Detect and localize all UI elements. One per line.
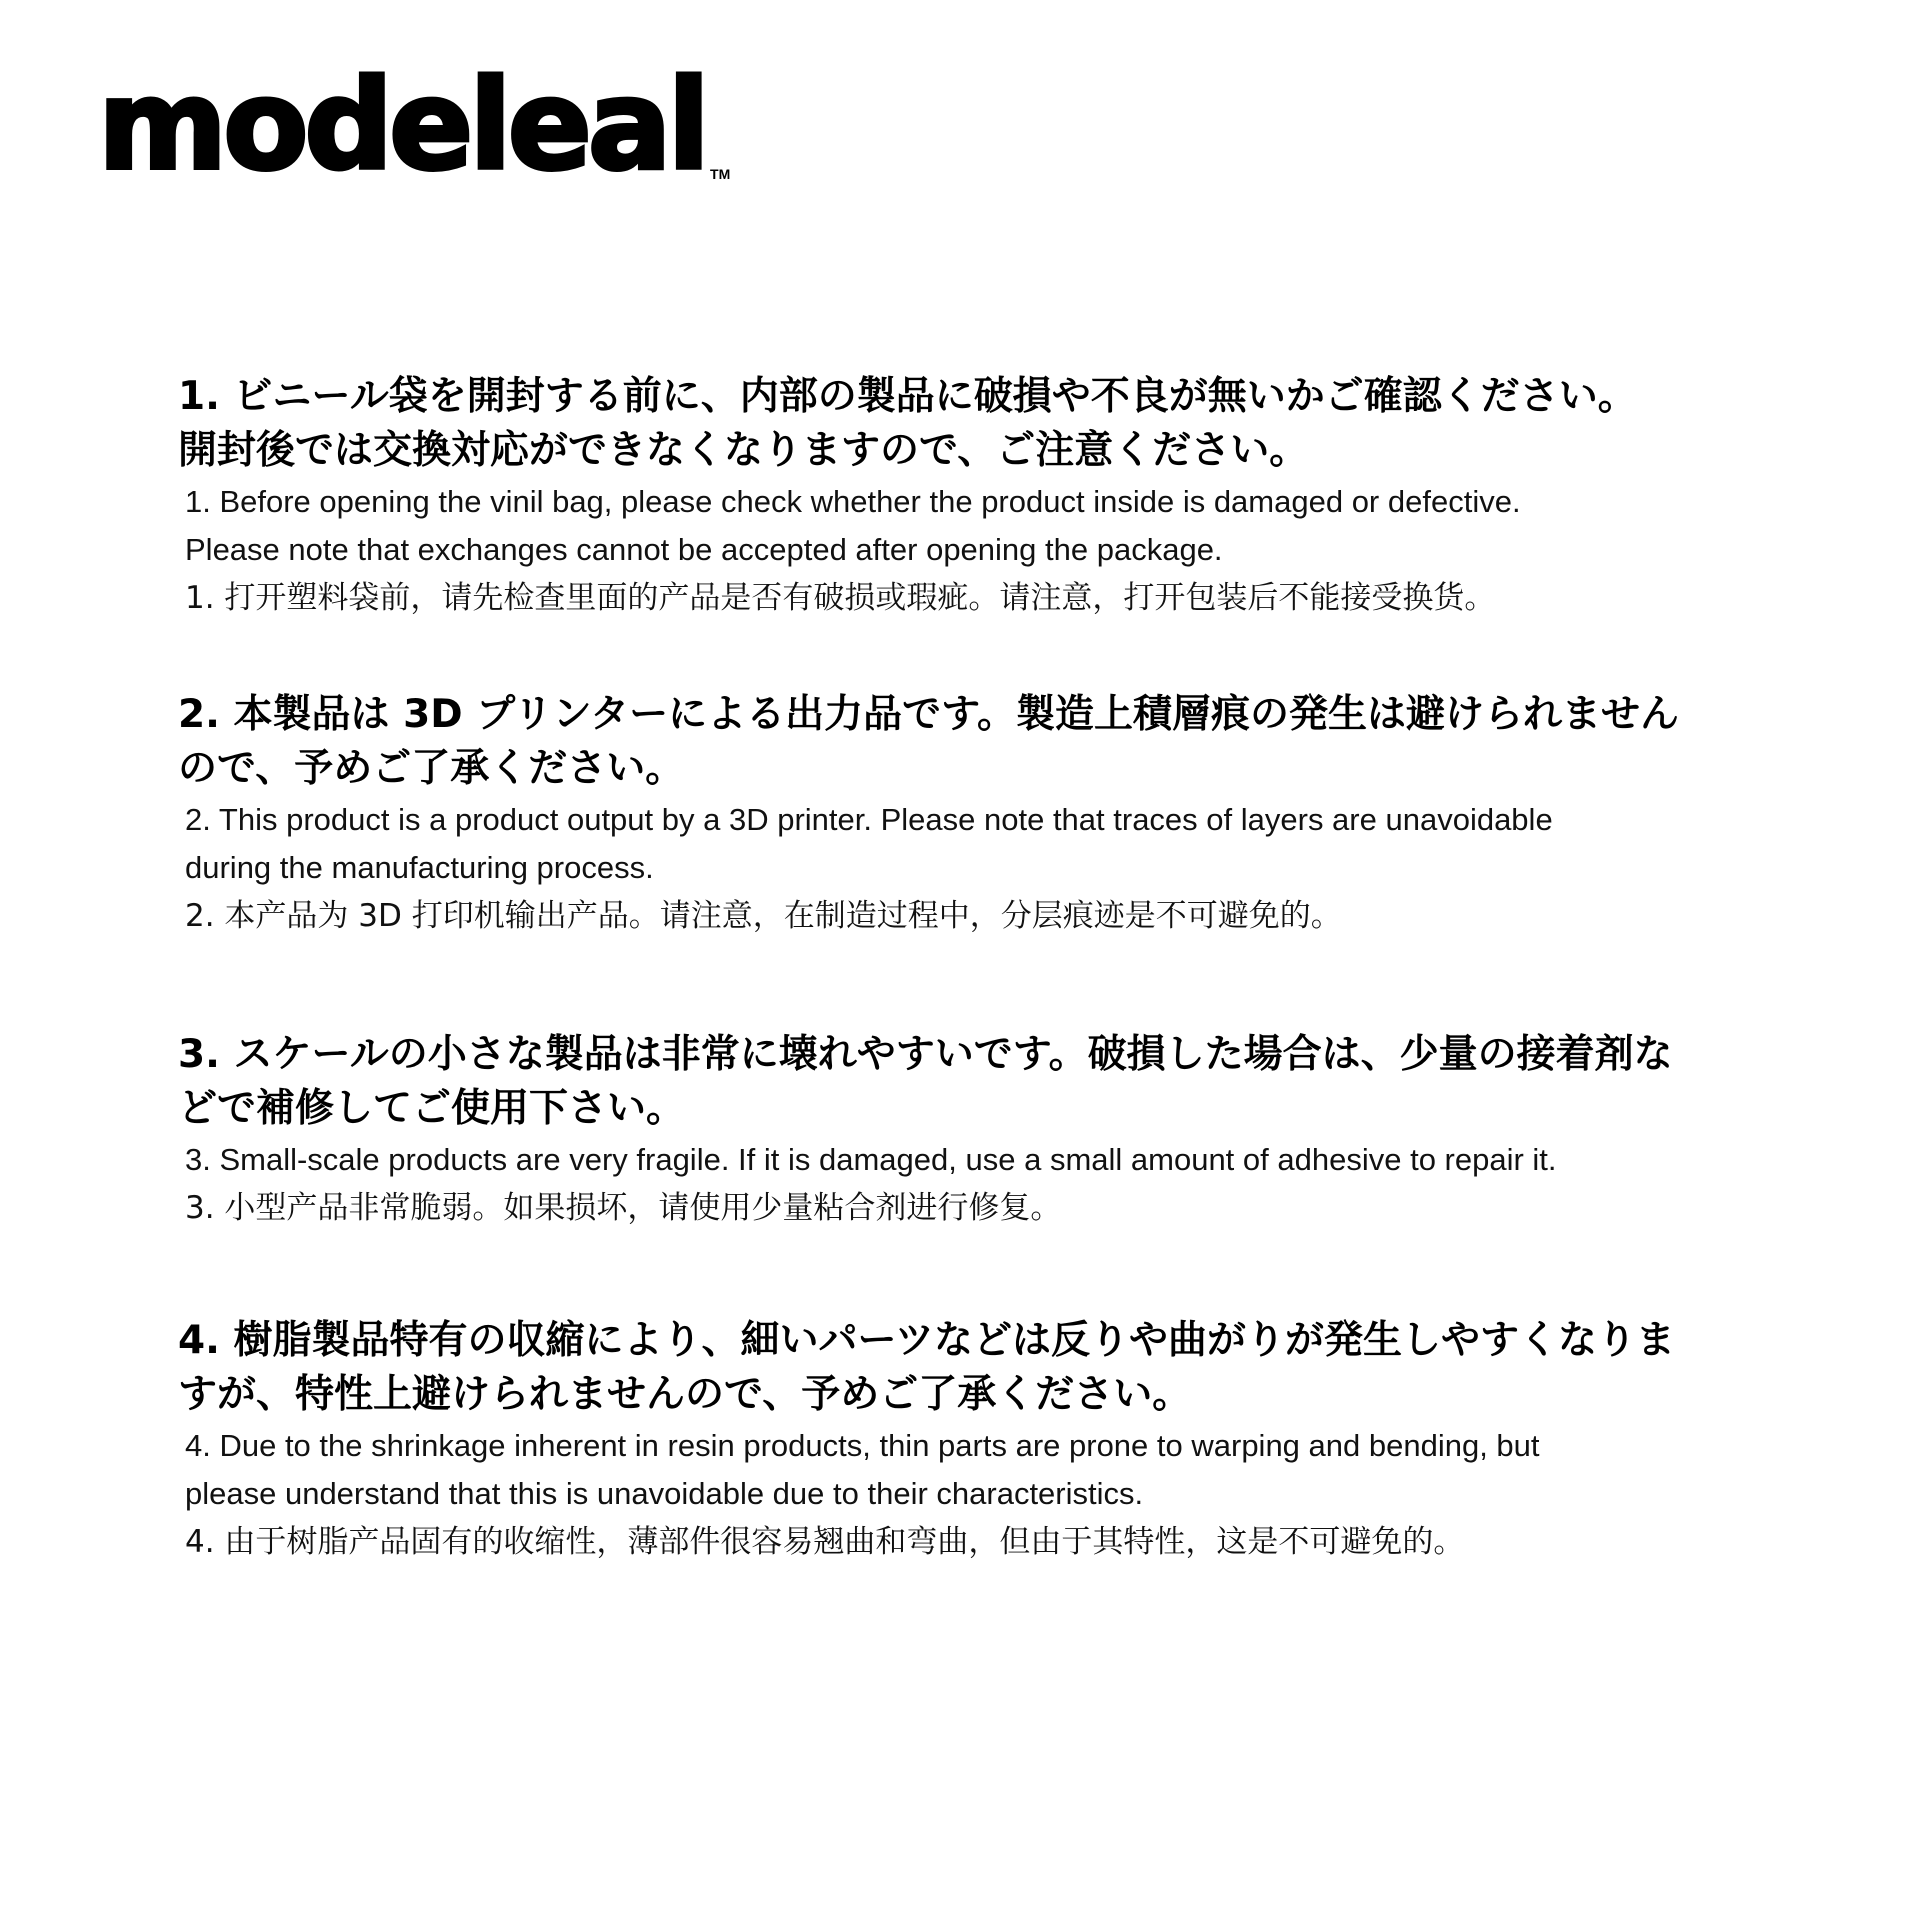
notice-2 <box>0 688 1920 940</box>
notice-4-japanese-line-2: すが、特性上避けられませんので、予めご了承ください。 <box>178 1372 1192 1417</box>
notice-4-english-line-1: 4. Due to the shrinkage inherent in resin products, thin parts are prone to warping and bending, but <box>185 1428 1540 1463</box>
notice-4-english-line-2: please understand that this is unavoidable due to their characteristics. <box>185 1476 1144 1511</box>
trademark-mark: TM <box>710 166 731 182</box>
notice-1-japanese-line-2: 開封後では交換対応ができなくなりますので、ご注意ください。 <box>178 428 1309 473</box>
notice-2-chinese: 2. 本产品为 3D 打印机输出产品。请注意，在制造过程中，分层痕迹是不可避免的。 <box>185 898 1342 934</box>
notice-4 <box>0 1314 1920 1566</box>
notice-3 <box>0 1028 1920 1232</box>
brand-name: modeleal <box>98 54 707 198</box>
notice-3-japanese-line-1: 3. スケールの小さな製品は非常に壊れやすいです。破損した場合は、少量の接着剤な <box>178 1032 1673 1077</box>
notice-1-english-line-2: Please note that exchanges cannot be accepted after opening the package. <box>185 532 1223 567</box>
notice-4-japanese-line-1: 4. 樹脂製品特有の収縮により、細いパーツなどは反りや曲がりが発生しやすくなりま <box>178 1318 1675 1363</box>
notice-2-japanese-line-2: ので、予めご了承ください。 <box>178 746 685 791</box>
notice-3-japanese-line-2: どで補修してご使用下さい。 <box>178 1086 686 1131</box>
notice-2-english-line-2: during the manufacturing process. <box>185 850 654 885</box>
brand-logo <box>98 54 731 198</box>
notice-1-chinese: 1. 打开塑料袋前，请先检查里面的产品是否有破损或瑕疵。请注意，打开包装后不能接受换货。 <box>185 580 1496 616</box>
notice-3-english-line-1: 3. Small-scale products are very fragile. If it is damaged, use a small amount of adhesive to repair it. <box>185 1142 1557 1177</box>
notice-3-chinese: 3. 小型产品非常脆弱。如果损坏，请使用少量粘合剂进行修复。 <box>185 1190 1062 1226</box>
notice-2-japanese-line-1: 2. 本製品は 3D プリンターによる出力品です。製造上積層痕の発生は避けられません <box>178 692 1679 737</box>
notice-1-japanese-line-1: 1. ビニール袋を開封する前に、内部の製品に破損や不良が無いかご確認ください。 <box>178 374 1637 419</box>
notice-4-chinese: 4. 由于树脂产品固有的收缩性，薄部件很容易翘曲和弯曲，但由于其特性，这是不可避免的。 <box>185 1524 1465 1560</box>
notice-2-english-line-1: 2. This product is a product output by a 3D printer. Please note that traces of layers are unavoidable <box>185 802 1553 837</box>
notice-1-english-line-1: 1. Before opening the vinil bag, please check whether the product inside is damaged or defective. <box>185 484 1521 519</box>
notice-1 <box>0 370 1920 622</box>
